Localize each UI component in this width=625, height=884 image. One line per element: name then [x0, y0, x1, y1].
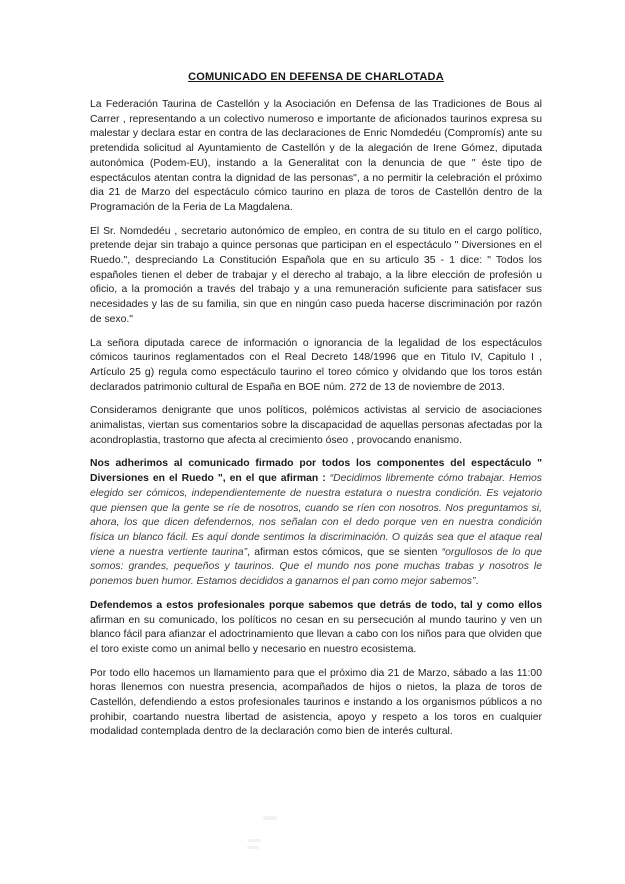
text-run: La señora diputada carece de información o ignorancia de la legalidad de los espectáculos cómicos taurinos reglamentados con el Real Decreto 148/1996 que en Titulo IV, Capitulo I , Artículo 25 g) regula como espectáculo taurino el toreo cómico y olvidando que los toros están declarados patrimonio cultural de España en BOE núm. 272 de 13 de noviembre de 2013.	[90, 337, 542, 393]
text-run: Por todo ello hacemos un llamamiento para que el próximo dia 21 de Marzo, sábado a las 11:00 horas llenemos con nuestra presencia, acompañados de hijos o nietos, la plaza de toros de Castellón, defendiendo a estos profesionales taurinos e instando a los organismos públicos a no prohibir, coartando nuestra libertad de asistencia, apoyo y respeto a los toros en cualquier modalidad contemplada dentro de la declaración como bien de interés cultural.	[90, 667, 542, 738]
text-run: afirman en su comunicado, los políticos no cesan en su persecución al mundo taurino y ven un blanco fácil para afianzar el adoctrinamiento que llevan a cabo con los niños para que olviden que el toro existe como un animal bello y necesario en nuestro ecosistema.	[90, 614, 542, 655]
scan-smudge	[263, 816, 277, 820]
text-run: La Federación Taurina de Castellón y la Asociación en Defensa de las Tradiciones de Bous al Carrer , representando a un colectivo numeroso e importante de aficionados taurinos expresa su malestar y declara estar en contra de las declaraciones de Enric Nomdedéu (Compromís) ante su pretendida solicitud al Ayuntamiento de Castellón y de la alegación de Irene Gómez, diputada autonómica (Podem-EU), instando a la Generalitat con la denuncia de que " éste tipo de espectáculos atentan contra la dignidad de las personas", a no permitir la celebración el próximo dia 21 de Marzo del espectáculo cómico taurino en plaza de toros de Castellón dentro de la Programación de la Feria de La Magdalena.	[90, 99, 542, 213]
text-run: Consideramos denigrante que unos políticos, polémicos activistas al servicio de asociaciones animalistas, viertan sus comentarios sobre la discapacidad de aquellas personas afectadas por la acondroplastia, trastorno que afecta al crecimiento óseo , provocando enanismo.	[90, 405, 542, 446]
scan-smudge	[247, 846, 259, 849]
text-run: Defendemos a estos profesionales porque sabemos que detrás de todo, tal y como ellos	[90, 599, 542, 611]
paragraph	[90, 404, 542, 448]
paragraph	[90, 225, 542, 328]
text-run: .	[475, 576, 479, 588]
paragraph	[90, 599, 542, 658]
scan-smudge	[248, 839, 261, 842]
text-run: El Sr. Nomdedéu , secretario autonómico de empleo, en contra de su titulo en el cargo político, pretende dejar sin trabajo a quince personas que participan en el espectáculo " Diversiones en el Ruedo.", despreciando La Constitución Española que en su articulo 35 - 1 dice: " Todos los españoles tienen el deber de trabajar y el derecho al trabajo, a la libre elección de profesión u oficio, a la promoción a través del trabajo y a una remuneración suficiente para satisfacer sus necesidades y las de su familia, sin que en ningún caso pueda hacerse discriminación por razón de sexo."	[90, 225, 542, 325]
text-run: “orgullosos de lo que somos: grandes, pequeños y taurinos. Que el mundo nos pone muchas trabas y nosotros le ponemos buen humor. Estamos decididos a ganarnos el pan como mejor sabemos”	[90, 546, 542, 588]
document-title: COMUNICADO EN DEFENSA DE CHARLOTADA	[188, 71, 444, 83]
text-run: “Decidimos libremente cómo trabajar. Hemos elegido ser cómicos, independientemente de nuestra estatura o nuestra condición. Es vejatorio que piensen que la gente se ríe de nosotros, cuando se ríen con nosotros. Nos preguntamos si, ahora, los que dicen defendernos, nos señalan con el dedo porque ven en nuestra condición física un blanco fácil. Es aquí donde sentimos la discriminación. O quizás sea que el ataque real viene a nuestra vertiente taurina”	[90, 473, 543, 558]
paragraph	[90, 667, 542, 741]
paragraph	[90, 457, 542, 589]
document-content	[90, 71, 542, 749]
text-run: Nos adherimos al comunicado firmado por todos los componentes del espectáculo " Diversiones en el Ruedo ", en el que afirman :	[90, 458, 542, 485]
paragraph	[90, 337, 542, 396]
document-body	[90, 98, 542, 740]
text-run: , afirman estos cómicos, que se sienten	[247, 546, 442, 558]
paragraph	[90, 98, 542, 216]
